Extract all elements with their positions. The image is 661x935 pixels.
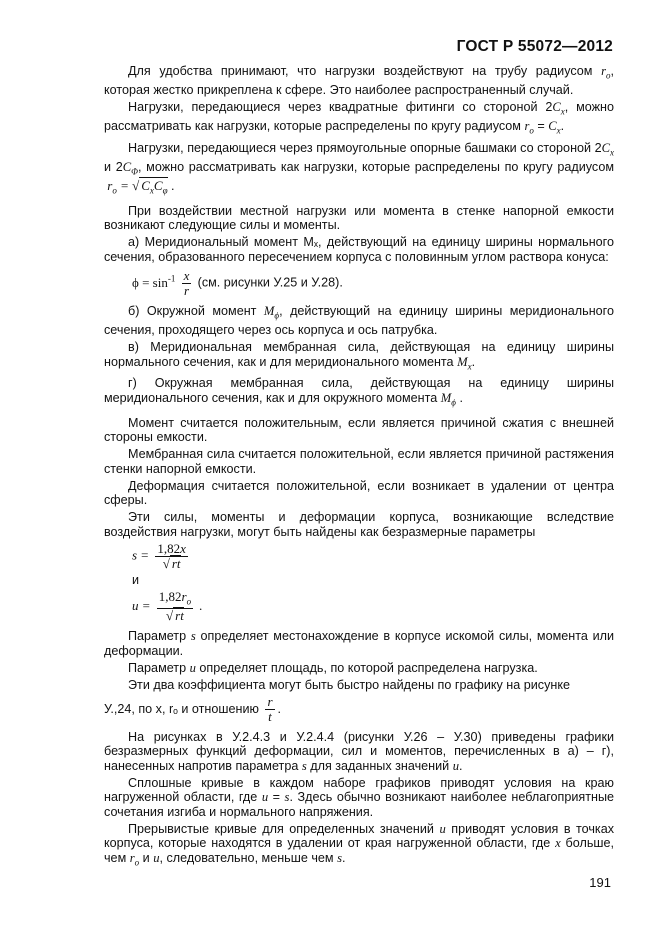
standard-header: ГОСТ Р 55072—2012 (456, 38, 613, 55)
phi-formula: $\phi = \sin^{-1}$ $\frac{x}{r}$ (см. рисунки У.25 и У.28). (132, 268, 343, 299)
paragraph-2: Нагрузки, передающиеся через квадратные фитинги со стороной $2C_x$, можно рассматривать как нагрузки, которые распределены по кругу радиусом $r_o = C_x$. (104, 100, 614, 136)
paragraph-15: Эти два коэффициента могут быть быстро найдены по графику на рисунке (128, 677, 570, 692)
ratio-line: У.,24, по x, rₒ и отношению $\frac{r}{t}$ . (104, 693, 281, 724)
u-formula: u = $\frac{1,82r_o}{√ rt}$ . (132, 588, 203, 624)
paragraph-17: Сплошные кривые в каждом наборе графиков приводят условия на краю нагруженной области, где u = s. Здесь обычно возникают наиболее неблагоприятные сочетания изгиба и нормального напряжения. (104, 775, 615, 819)
paragraph-14: Параметр u определяет площадь, по которой распределена нагрузка. (128, 660, 538, 675)
paragraph-9: Момент считается положительным, если является причиной сжатия с внешней стороны емкости. (104, 415, 614, 445)
paragraph-3: Нагрузки, передающиеся через прямоугольные опорные башмаки со стороной $2C_x$ и $2C_\Phi$, можно рассматривать как нагрузки, которые распределены по кругу радиусом $r_o$ = √ $C_xC_\varphi$ . (104, 140, 615, 196)
paragraph-13: Параметр s определяет местонахождение в корпусе искомой силы, момента или деформации. (104, 629, 615, 658)
and-word: и (132, 573, 140, 588)
paragraph-12: Эти силы, моменты и деформации корпуса, возникающие вследствие воздействия нагрузки, могут быть найдены как безразмерные параметры (104, 510, 614, 539)
s-formula: s = $\frac{1,82x}{√ rt}$ (132, 541, 186, 572)
paragraph-4: При воздействии местной нагрузки или момента в стенке напорной емкости возникают следующие силы и моменты. (104, 203, 614, 233)
paragraph-5: а) Меридиональный момент Mₓ, действующий на единицу ширины нормального сечения, образованного пересечением корпуса с половинным углом раствора конуса: (104, 235, 614, 264)
paragraph-7: в) Меридиональная мембранная сила, действующая на единицу ширины нормального сечения, как и для меридионального момента $M_x$. (104, 340, 614, 372)
paragraph-16: На рисунках в У.2.4.3 и У.2.4.4 (рисунки У.26 – У.30) приведены графики безразмерных функций деформации, сил и моментов, перечисленных в а) – г), нанесенных напротив параметра s для заданных значений u. (104, 729, 614, 773)
paragraph-18: Прерывистые кривые для определенных значений u приводят условия в точках корпуса, которые находятся в удалении от края нагруженной области, где x больше, чем $r_o$ и u, следовательно, меньше чем s. (104, 821, 615, 868)
paragraph-11: Деформация считается положительной, если возникает в удалении от центра сферы. (104, 478, 614, 508)
paragraph-6: б) Окружной момент $M_\phi$, действующий на единицу ширины меридионального сечения, проходящего через ось корпуса и ось патрубка. (104, 304, 614, 338)
radius-formula: $r_o$ = √ $C_xC_\varphi$ (104, 177, 168, 196)
body-text (104, 64, 614, 872)
paragraph-8: г) Окружная мембранная сила, действующая на единицу ширины меридионального сечения, как и для окружного момента $M_\phi$ . (104, 376, 614, 408)
page-number: 191 (589, 875, 611, 890)
paragraph-10: Мембранная сила считается положительной, если является причиной растяжения стенки напорной емкости. (104, 447, 614, 476)
paragraph-1: Для удобства принимают, что нагрузки воздействуют на трубу радиусом $r_o$, которая жестко прикреплена к сфере. Это наиболее распространенный случай. (104, 64, 615, 98)
